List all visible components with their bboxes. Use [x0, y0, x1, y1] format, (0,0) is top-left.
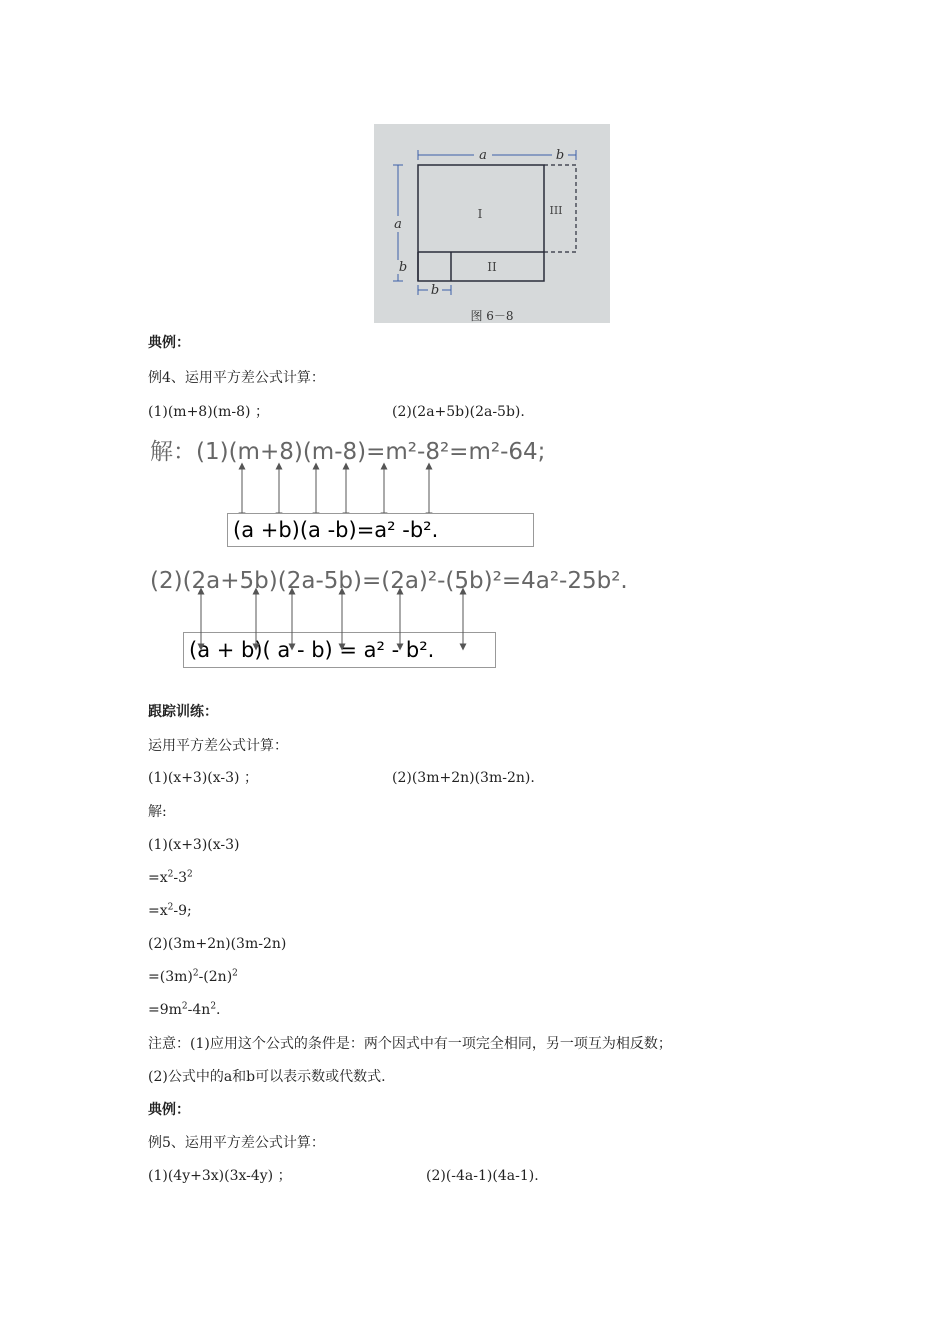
figure-region-3: III — [549, 204, 563, 217]
figure-label-a-top: a — [479, 148, 487, 163]
note-line-1: 注意：(1)应用这个公式的条件是：两个因式中有一项完全相同，另一项互为相反数； — [148, 1036, 672, 1052]
practice-q2: (2)(3m+2n)(3m-2n). — [392, 770, 535, 786]
figure-region-2: II — [487, 260, 497, 274]
practice-q1: (1)(x+3)(x-3) ； — [148, 770, 258, 786]
solution-line-1: 解：(1)(m+8)(m-8)=m²-8²=m²-64; — [150, 439, 546, 465]
example4-title: 例4、运用平方差公式计算： — [148, 370, 325, 386]
example5-q1: (1)(4y+3x)(3x-4y) ； — [148, 1168, 292, 1184]
practice-step-6: $=9m^2-4n^2$. — [148, 1001, 221, 1018]
practice-step-3: $=x^2-9$; — [148, 902, 192, 919]
figure-label-a-left: a — [394, 217, 402, 232]
figure-label-b-bottom: b — [430, 283, 440, 298]
practice-prompt: 运用平方差公式计算： — [148, 738, 288, 754]
solution-box-1: (a +b)(a -b)=a² -b². — [227, 513, 534, 547]
figure-label-b-top: b — [555, 148, 565, 163]
note-line-2: (2)公式中的a和b可以表示数或代数式. — [148, 1069, 386, 1085]
example-heading-2: 典例： — [148, 1102, 190, 1118]
figure-label-b-left: b — [398, 260, 408, 275]
example5-title: 例5、运用平方差公式计算： — [148, 1135, 325, 1151]
figure-caption: 图 6－8 — [470, 309, 514, 323]
solution-line-2: (2)(2a+5b)(2a-5b)=(2a)²-(5b)²=4a²-25b². — [150, 568, 628, 594]
figure-region-1: I — [477, 207, 483, 221]
practice-jie: 解: — [148, 804, 167, 820]
practice-heading: 跟踪训练： — [148, 704, 218, 720]
practice-step-2: $=x^2-3^2$ — [148, 869, 193, 886]
example5-q2: (2)(-4a-1)(4a-1). — [426, 1168, 539, 1184]
example4-q2: (2)(2a+5b)(2a-5b). — [392, 404, 525, 420]
practice-step-4: (2)(3m+2n)(3m-2n) — [148, 936, 287, 952]
practice-step-5: $=(3m)^2-(2n)^2$ — [148, 968, 238, 985]
practice-step-1: (1)(x+3)(x-3) — [148, 837, 240, 853]
example-heading-1: 典例： — [148, 335, 190, 351]
solution-box-2: (a + b)( a - b) = a² - b². — [183, 632, 496, 668]
example4-q1: (1)(m+8)(m-8) ； — [148, 404, 269, 420]
